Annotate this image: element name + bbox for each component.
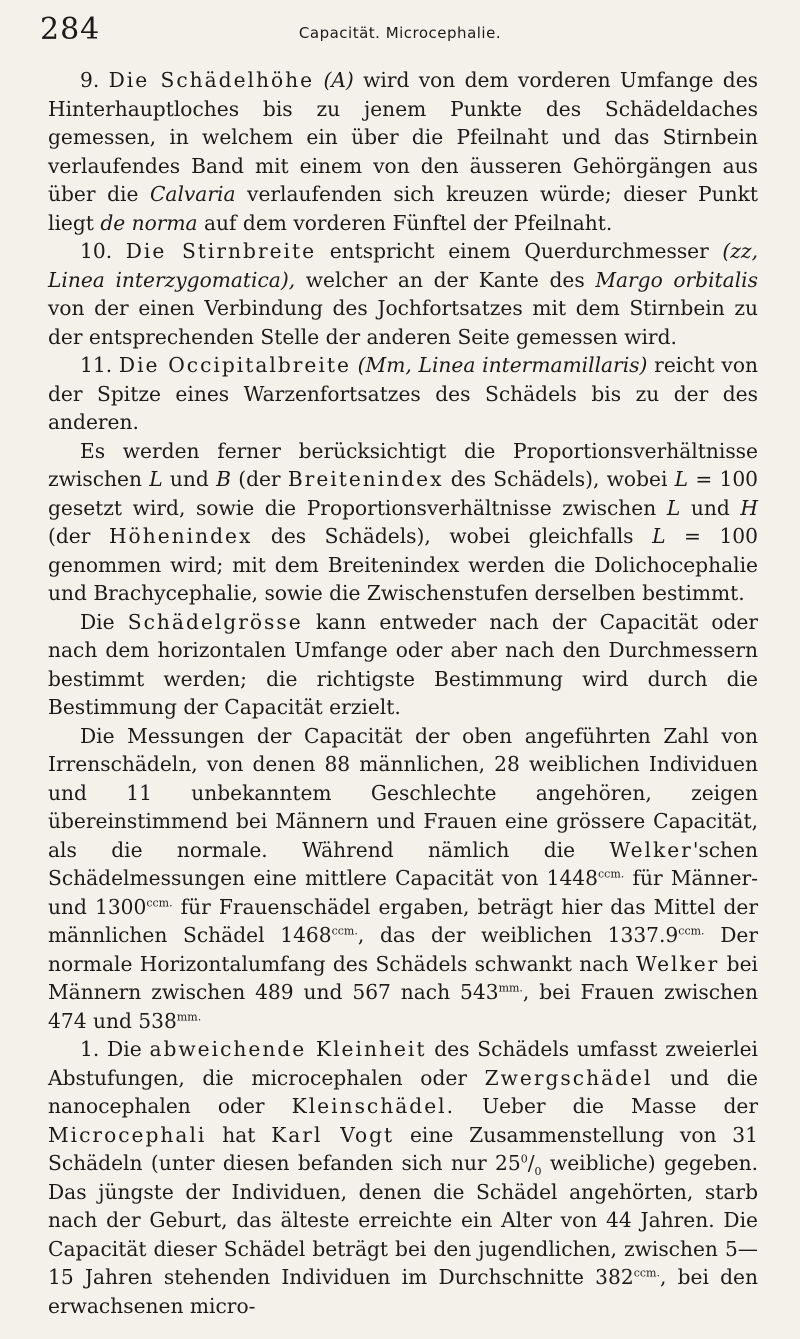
paragraph-capacity-measurements: Die Messungen der Capacität der oben angeführten Zahl von Irrenschädeln, von denen 88 männlichen, 28 weiblichen Individuen und 11 unbekanntem Geschlechte angehören, zeigen übereinstimmend bei Männern und Frauen eine grössere Capacität, als die normale. Während nämlich die Welker'schen Schädelmessungen eine mittlere Capacität von $1448^{ccm.}$ für Männer- und $1300^{ccm.}$ für Frauenschädel ergaben, beträgt hier das Mittel der männlichen Schädel $1468^{ccm.}$, das der weiblichen $1337.9^{ccm.}$ Der normale Horizontalumfang des Schädels schwankt nach Welker bei Männern zwischen 489 und 567 nach $543^{mm.}$, bei Frauen zwischen 474 und $538^{mm.}$ (48, 723, 759, 1033)
paragraph-indices: Es werden ferner berücksichtigt die Proportionsverhältnisse zwischen L und B (der Breitenindex des Schädels), wobei L = 100 gesetzt wird, sowie die Proportionsverhältnisse zwischen L und H (der Höhenindex des Schädels), wobei gleichfalls L = 100 genommen wird; mit dem Breitenindex werden die Dolichocephalie und Brachycephalie, sowie die Zwischenstufen derselben bestimmt. (48, 438, 759, 605)
page-number: 284 (40, 12, 101, 47)
running-title: Capacität. Microcephalie. (298, 24, 502, 42)
paragraph-skull-size: Die Schädelgrösse kann entweder nach der Capacität oder nach dem horizontalen Umfange oder aber nach den Durchmessern bestimmt werden; die richtigste Bestimmung wird durch die Bestimmung der Capacität erzielt. (48, 609, 758, 719)
page-header (40, 12, 760, 62)
paragraph-occipital-width: 11. Die Occipitalbreite (Mm, Linea intermamillaris) reicht von der Spitze eines Warzenfortsatzes des Schädels bis zu der des anderen. (48, 353, 758, 434)
paragraph-forehead-width: 10. Die Stirnbreite entspricht einem Querdurchmesser (zz, Linea interzygomatica), welcher an der Kante des Margo orbitalis von der einen Verbindung des Jochfortsatzes mit dem Stirnbein zu der entsprechenden Stelle der anderen Seite gemessen wird. (48, 239, 758, 349)
paragraph-skull-height: 9. Die Schädelhöhe (A) wird von dem vorderen Umfange des Hinterhauptloches bis zu jenem Punkte des Schädeldaches gemessen, in welchem ein über die Pfeilnaht und das Stirnbein verlaufendes Band mit einem von den äusseren Gehörgängen aus über die Calvaria verlaufenden sich kreuzen würde; dieser Punkt liegt de norma auf dem vorderen Fünftel der Pfeilnaht. (48, 68, 759, 235)
paragraph-microcephaly: 1. Die abweichende Kleinheit des Schädels umfasst zweierlei Abstufungen, die microcephalen oder Zwergschädel und die nanocephalen oder Kleinschädel. Ueber die Masse der Microcephali hat Karl Vogt eine Zusammenstellung von 31 Schädeln (unter diesen befanden sich nur $25^0/_0$ weibliche) gegeben. Das jüngste der Individuen, denen die Schädel angehörten, starb nach der Geburt, das älteste erreichte ein Alter von 44 Jahren. Die Capacität dieser Schädel beträgt bei den jugendlichen, zwischen 5—15 Jahren stehenden Individuen im Durchschnitte $382^{ccm.}$, bei den erwachsenen micro- (48, 1037, 759, 1318)
body-text (48, 66, 758, 1320)
